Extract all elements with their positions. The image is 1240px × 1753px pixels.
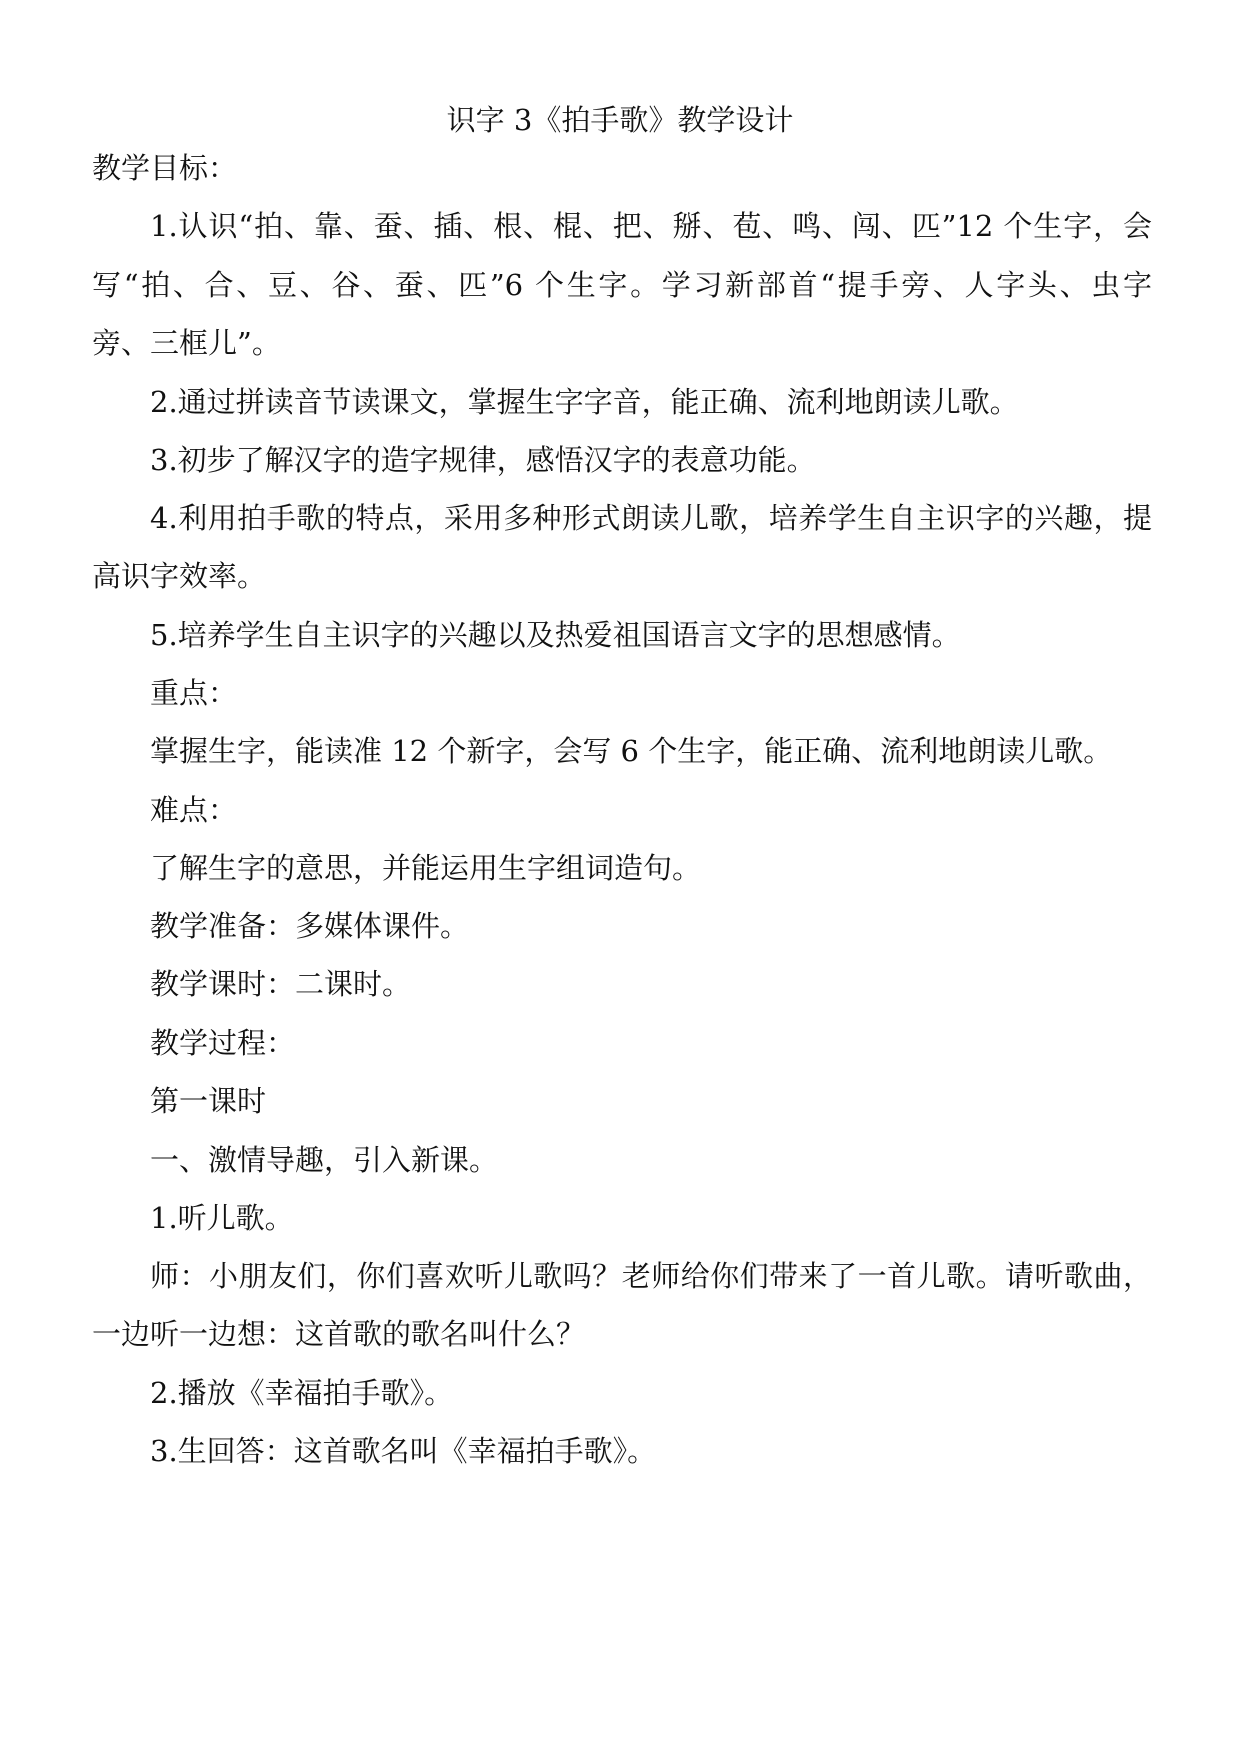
- paragraph-line: 教学课时：二课时。: [150, 967, 412, 1001]
- paragraph-line: 1.认识“拍、靠、蚕、插、根、棍、把、掰、苞、鸣、闯、匹”12 个生字，会: [150, 209, 1152, 243]
- heading-teaching-process: 教学过程：: [150, 1026, 296, 1060]
- paragraph-line: 4.利用拍手歌的特点，采用多种形式朗读儿歌，培养学生自主识字的兴趣，提: [150, 501, 1152, 535]
- paragraph-line: 师：小朋友们，你们喜欢听儿歌吗？老师给你们带来了一首儿歌。请听歌曲，: [150, 1259, 1152, 1293]
- heading-key-points: 重点：: [150, 676, 238, 710]
- paragraph-line: 2.播放《幸福拍手歌》。: [150, 1376, 454, 1410]
- heading-first-lesson: 第一课时: [150, 1084, 267, 1118]
- paragraph-line: 2.通过拼读音节读课文，掌握生字字音，能正确、流利地朗读儿歌。: [150, 385, 1019, 419]
- paragraph-line: 1.听儿歌。: [150, 1201, 294, 1235]
- paragraph-line: 旁、三框儿”。: [92, 326, 281, 360]
- paragraph-line: 掌握生字，能读准 12 个新字，会写 6 个生字，能正确、流利地朗读儿歌。: [150, 734, 1113, 768]
- heading-difficult-points: 难点：: [150, 793, 238, 827]
- paragraph-line: 3.生回答：这首歌名叫《幸福拍手歌》。: [150, 1434, 657, 1468]
- document-title: 识字 3《拍手歌》教学设计: [446, 103, 794, 137]
- paragraph-line: 写“拍、合、豆、谷、蚕、匹”6 个生字。学习新部首“提手旁、人字头、虫字: [92, 268, 1152, 302]
- paragraph-line: 高识字效率。: [92, 559, 267, 593]
- paragraph-line: 教学准备：多媒体课件。: [150, 909, 470, 943]
- section-heading: 一、激情导趣，引入新课。: [150, 1143, 499, 1177]
- paragraph-line: 5.培养学生自主识字的兴趣以及热爱祖国语言文字的思想感情。: [150, 618, 961, 652]
- paragraph-line: 一边听一边想：这首歌的歌名叫什么？: [92, 1317, 586, 1351]
- paragraph-line: 3.初步了解汉字的造字规律，感悟汉字的表意功能。: [150, 443, 816, 477]
- paragraph-line: 了解生字的意思，并能运用生字组词造句。: [150, 851, 702, 885]
- heading-teaching-goals: 教学目标：: [92, 151, 238, 185]
